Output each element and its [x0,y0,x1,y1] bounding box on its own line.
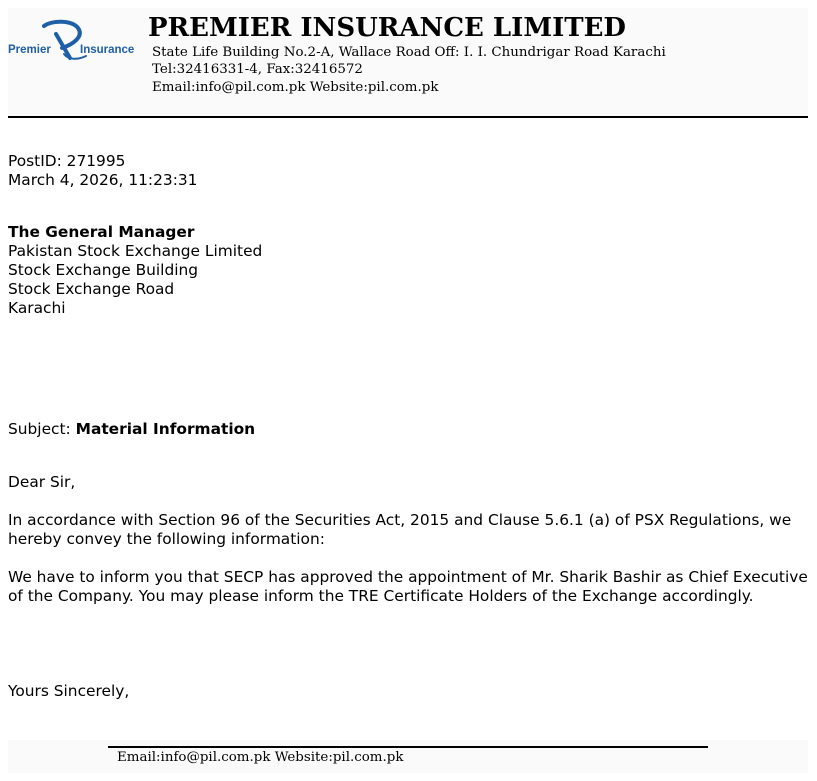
header-divider [8,116,808,118]
logo-text-left: Premier [8,44,51,56]
closing: Yours Sincerely, [8,682,130,700]
post-datetime: March 4, 2026, 11:23:31 [8,171,198,189]
paragraph-1: In accordance with Section 96 of the Securities Act, 2015 and Clause 5.6.1 (a) of PSX Regulations, we hereby convey the following information: [8,511,792,548]
subject-text: Material Information [75,420,256,438]
company-email-website: Email:info@pil.com.pk Website:pil.com.pk [152,80,439,95]
footer-divider [108,746,708,748]
footer-email-website: Email:info@pil.com.pk Website:pil.com.pk [117,750,404,765]
logo-text-right: Insurance [80,44,135,56]
company-address: State Life Building No.2-A, Wallace Road Off: I. I. Chundrigar Road Karachi [152,45,666,60]
paragraph-2: We have to inform you that SECP has approved the appointment of Mr. Sharik Bashir as Chief Executive of the Company. You may please inform the TRE Certificate Holders of the Exchange accordingly. [8,568,808,605]
company-name: PREMIER INSURANCE LIMITED [148,13,626,43]
subject-label: Subject: [8,420,76,438]
recipient-title: The General Manager [8,223,195,241]
recipient-line-3: Stock Exchange Road [8,280,175,298]
recipient-line-4: Karachi [8,299,66,317]
letterhead [8,8,808,116]
subject-line [8,420,255,439]
footer [8,740,808,773]
post-id: PostID: 271995 [8,152,126,170]
salutation: Dear Sir, [8,473,76,491]
company-logo [8,14,138,64]
recipient-line-1: Pakistan Stock Exchange Limited [8,242,263,260]
recipient-line-2: Stock Exchange Building [8,261,199,279]
company-phone-fax: Tel:32416331-4, Fax:32416572 [152,62,363,77]
